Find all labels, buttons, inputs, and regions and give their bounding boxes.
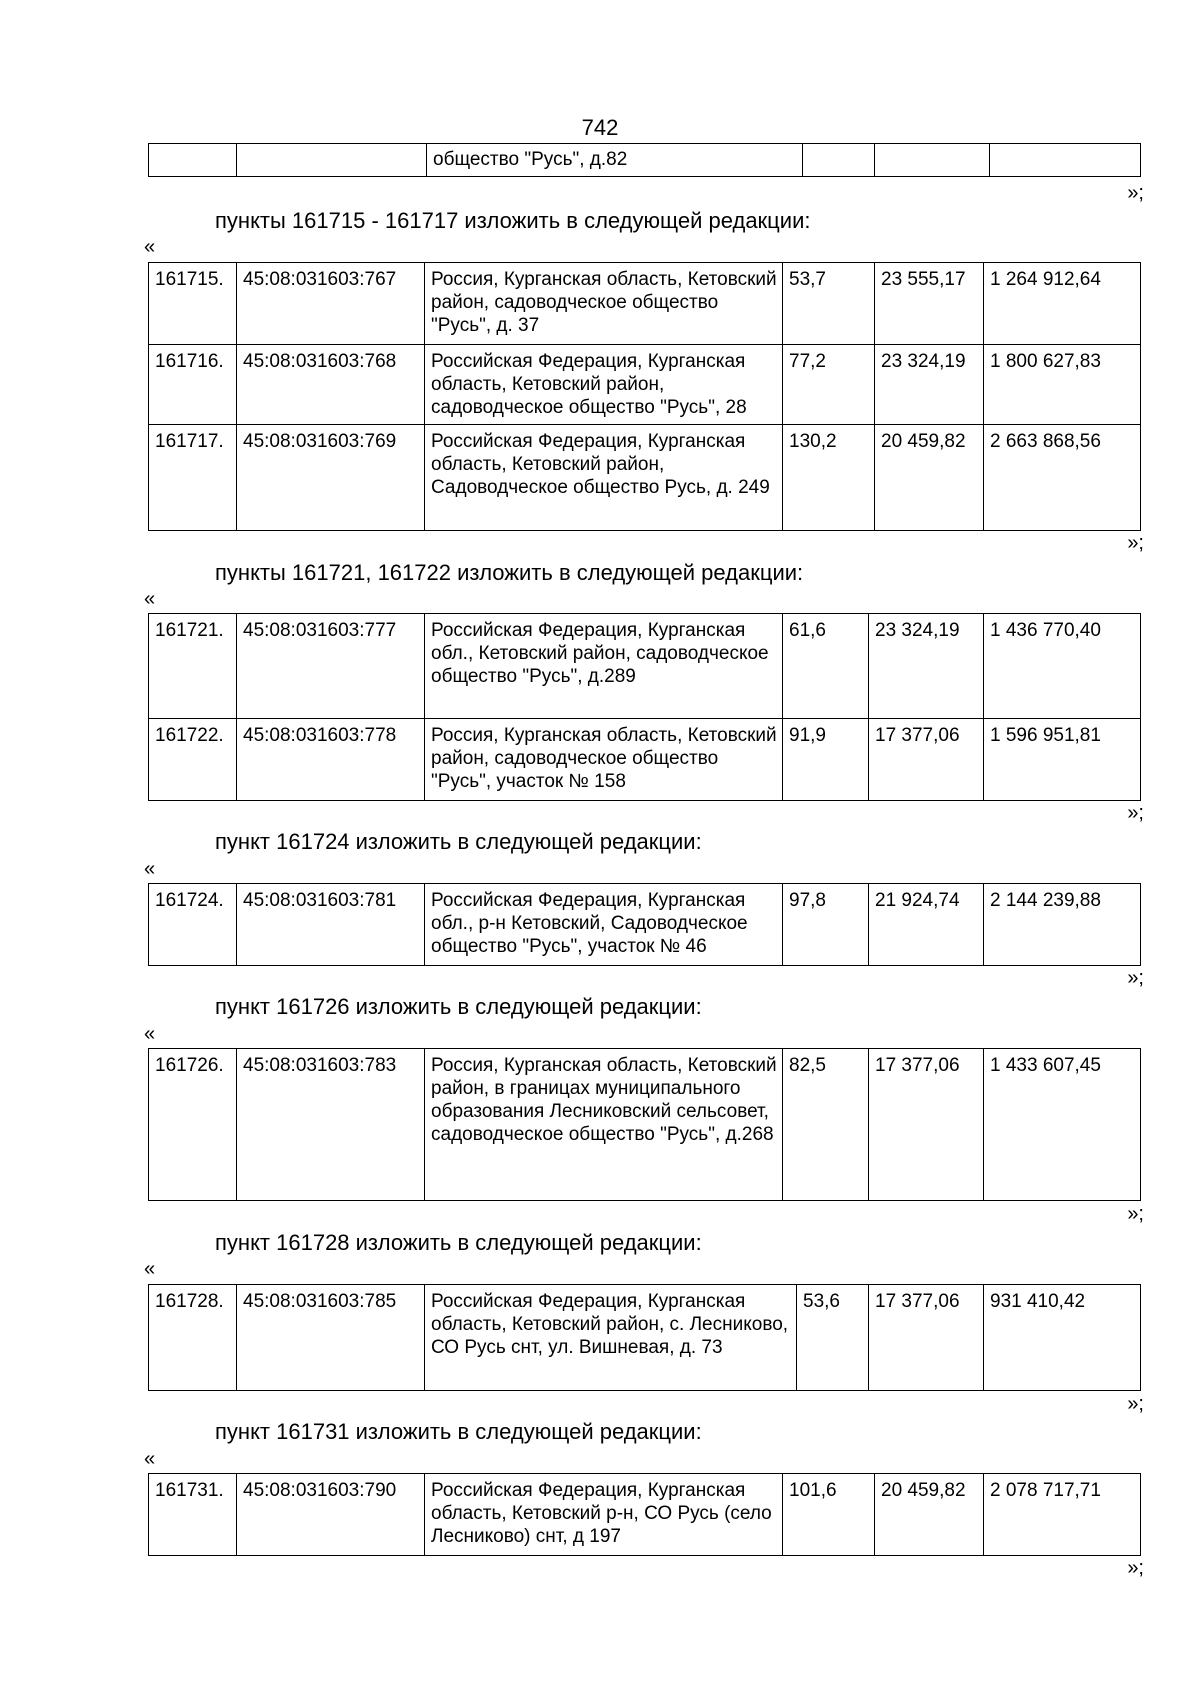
cell-number: 161722. bbox=[149, 719, 237, 801]
cell-rate: 20 459,82 bbox=[875, 1474, 984, 1556]
cell-area: 53,7 bbox=[783, 263, 875, 345]
cell-area: 61,6 bbox=[783, 614, 869, 719]
section-intro: пункт 161731 изложить в следующей редакции: bbox=[215, 1419, 702, 1444]
section-intro: пункт 161726 изложить в следующей редакции: bbox=[215, 994, 702, 1019]
cell-number: 161721. bbox=[149, 614, 237, 719]
cell-number: 161716. bbox=[149, 345, 237, 425]
close-quote: »; bbox=[1127, 1393, 1144, 1415]
cell-rate: 23 555,17 bbox=[875, 263, 984, 345]
cell-value: 1 596 951,81 bbox=[984, 719, 1141, 801]
close-quote: »; bbox=[1127, 967, 1144, 989]
cell-value: 2 144 239,88 bbox=[984, 884, 1141, 966]
page-number: 742 bbox=[581, 115, 619, 140]
cell-rate: 21 924,74 bbox=[869, 884, 984, 966]
section-intro: пункт 161724 изложить в следующей редакции: bbox=[215, 829, 702, 854]
table-row bbox=[149, 425, 1141, 531]
open-quote: « bbox=[144, 858, 156, 880]
cell-address: Российская Федерация, Курганская область, Кетовский р-н, СО Русь (село Лесниково) снт, д 197 bbox=[425, 1474, 783, 1556]
open-quote: « bbox=[144, 1023, 156, 1045]
cell-cadastral: 45:08:031603:767 bbox=[237, 263, 425, 345]
table-row bbox=[149, 884, 1141, 966]
cell-area: 53,6 bbox=[797, 1285, 869, 1391]
cell-rate: 20 459,82 bbox=[875, 425, 984, 531]
cell-rate: 17 377,06 bbox=[869, 1049, 984, 1201]
cell-address: Российская Федерация, Курганская область, Кетовский район, садоводческое общество "Русь", 28 bbox=[425, 345, 783, 425]
cell-number: 161715. bbox=[149, 263, 237, 345]
section-intro: пункт 161728 изложить в следующей редакции: bbox=[215, 1230, 702, 1255]
cell-number: 161728. bbox=[149, 1285, 237, 1391]
cell-number bbox=[149, 144, 237, 177]
cell-value: 1 264 912,64 bbox=[984, 263, 1141, 345]
section-intro: пункты 161715 - 161717 изложить в следующей редакции: bbox=[215, 208, 811, 233]
cell-value: 931 410,42 bbox=[984, 1285, 1141, 1391]
table-row bbox=[149, 1049, 1141, 1201]
cell-address: Российская Федерация, Курганская область, Кетовский район, Садоводческое общество Русь, д. 249 bbox=[425, 425, 783, 531]
cell-number: 161731. bbox=[149, 1474, 237, 1556]
cell-rate: 23 324,19 bbox=[869, 614, 984, 719]
cell-area: 91,9 bbox=[783, 719, 869, 801]
cell-cadastral bbox=[237, 144, 427, 177]
cell-number: 161726. bbox=[149, 1049, 237, 1201]
close-quote: »; bbox=[1127, 182, 1144, 204]
registry-table bbox=[148, 1473, 1141, 1556]
cell-address: Россия, Курганская область, Кетовский район, садоводческое общество "Русь", д. 37 bbox=[425, 263, 783, 345]
cell-address: Россия, Курганская область, Кетовский район, садоводческое общество "Русь", участок № 158 bbox=[425, 719, 783, 801]
registry-table bbox=[148, 262, 1141, 531]
open-quote: « bbox=[144, 1448, 156, 1470]
cell-cadastral: 45:08:031603:781 bbox=[237, 884, 425, 966]
table-row bbox=[149, 1474, 1141, 1556]
close-quote: »; bbox=[1127, 532, 1144, 554]
cell-rate: 23 324,19 bbox=[875, 345, 984, 425]
cell-area: 82,5 bbox=[783, 1049, 869, 1201]
cell-cadastral: 45:08:031603:785 bbox=[237, 1285, 425, 1391]
table-row bbox=[149, 1285, 1141, 1391]
cell-cadastral: 45:08:031603:768 bbox=[237, 345, 425, 425]
cell-address: Россия, Курганская область, Кетовский район, в границах муниципального образования Лесниковский сельсовет, садоводческое общество "Русь", д.268 bbox=[425, 1049, 783, 1201]
cell-address: Российская Федерация, Курганская обл., Кетовский район, садоводческое общество "Русь", д.289 bbox=[425, 614, 783, 719]
close-quote: »; bbox=[1127, 1557, 1144, 1579]
cell-rate bbox=[875, 144, 990, 177]
cell-number: 161724. bbox=[149, 884, 237, 966]
registry-table bbox=[148, 613, 1141, 801]
cell-area: 101,6 bbox=[783, 1474, 875, 1556]
cell-address: Российская Федерация, Курганская обл., р-н Кетовский, Садоводческое общество "Русь", участок № 46 bbox=[425, 884, 783, 966]
open-quote: « bbox=[144, 1258, 156, 1280]
open-quote: « bbox=[144, 236, 156, 258]
cell-cadastral: 45:08:031603:769 bbox=[237, 425, 425, 531]
cell-rate: 17 377,06 bbox=[869, 719, 984, 801]
cell-rate: 17 377,06 bbox=[869, 1285, 984, 1391]
continuation-table bbox=[148, 143, 1141, 177]
cell-address: Российская Федерация, Курганская область, Кетовский район, с. Лесниково, СО Русь снт, ул. Вишневая, д. 73 bbox=[425, 1285, 797, 1391]
cell-cadastral: 45:08:031603:790 bbox=[237, 1474, 425, 1556]
section-intro: пункты 161721, 161722 изложить в следующей редакции: bbox=[215, 560, 804, 585]
cell-value: 1 436 770,40 bbox=[984, 614, 1141, 719]
registry-table bbox=[148, 883, 1141, 966]
cell-area: 77,2 bbox=[783, 345, 875, 425]
cell-cadastral: 45:08:031603:777 bbox=[237, 614, 425, 719]
registry-table bbox=[148, 1284, 1141, 1391]
cell-value: 2 078 717,71 bbox=[984, 1474, 1141, 1556]
close-quote: »; bbox=[1127, 1203, 1144, 1225]
cell-address: общество "Русь", д.82 bbox=[427, 144, 803, 177]
table-row bbox=[149, 345, 1141, 425]
registry-table bbox=[148, 1048, 1141, 1201]
cell-value: 1 800 627,83 bbox=[984, 345, 1141, 425]
cell-number: 161717. bbox=[149, 425, 237, 531]
table-row bbox=[149, 144, 1141, 177]
cell-area bbox=[803, 144, 875, 177]
cell-value: 1 433 607,45 bbox=[984, 1049, 1141, 1201]
table-row bbox=[149, 263, 1141, 345]
cell-value: 2 663 868,56 bbox=[984, 425, 1141, 531]
cell-area: 130,2 bbox=[783, 425, 875, 531]
table-row bbox=[149, 614, 1141, 719]
cell-area: 97,8 bbox=[783, 884, 869, 966]
open-quote: « bbox=[144, 588, 156, 610]
close-quote: »; bbox=[1127, 802, 1144, 824]
cell-value bbox=[990, 144, 1141, 177]
table-row bbox=[149, 719, 1141, 801]
cell-cadastral: 45:08:031603:778 bbox=[237, 719, 425, 801]
cell-cadastral: 45:08:031603:783 bbox=[237, 1049, 425, 1201]
